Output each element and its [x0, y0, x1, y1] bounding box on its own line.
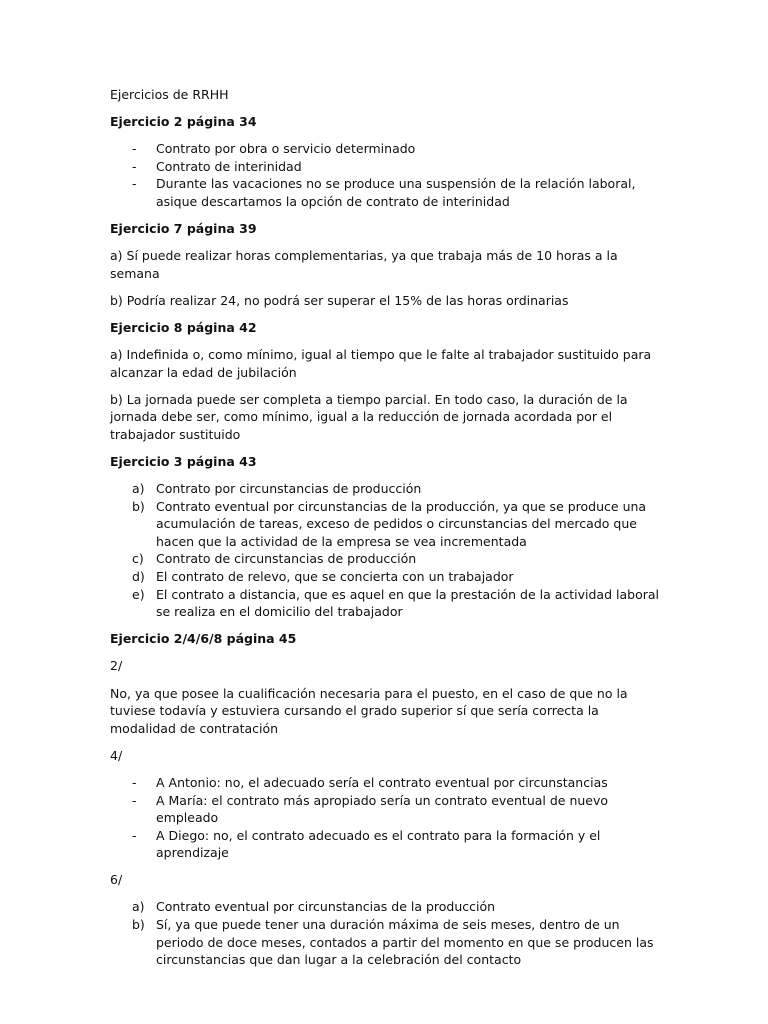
list-marker: - — [132, 176, 137, 192]
answer-paragraph: a) Sí puede realizar horas complementarias, ya que trabaja más de 10 horas a la semana — [110, 248, 618, 281]
list-marker: e) — [132, 586, 145, 602]
question-number: 4/ — [110, 747, 123, 763]
answer-list — [110, 140, 660, 210]
list-item-text: A María: el contrato más apropiado sería un contrato eventual de nuevo empleado — [156, 792, 609, 826]
list-item-text: A Antonio: no, el adecuado sería el contrato eventual por circunstancias — [156, 774, 608, 790]
list-item — [110, 498, 660, 551]
list-marker: - — [132, 827, 137, 843]
list-item — [110, 175, 660, 210]
answer-paragraph: No, ya que posee la cualificación necesaria para el puesto, en el caso de que no la tuviese todavía y estuviera cursando el grado superior sí que sería correcta la modalidad de contratación — [110, 685, 628, 736]
list-item-text: Sí, ya que puede tener una duración máxima de seis meses, dentro de un periodo de doce meses, contados a partir del momento en que se producen las circunstancias que dan lugar a la celebración del contacto — [156, 917, 654, 968]
list-marker: - — [132, 158, 137, 174]
list-item — [110, 898, 660, 916]
list-marker: b) — [132, 917, 145, 933]
list-item-text: Contrato eventual por circunstancias de la producción, ya que se produce una acumulación de tareas, exceso de pedidos o circunstancias del mercado que hacen que la actividad de la empresa se vea incrementada — [156, 498, 647, 549]
list-item-text: El contrato de relevo, que se concierta con un trabajador — [156, 569, 514, 585]
list-marker: c) — [132, 551, 144, 567]
list-marker: - — [132, 774, 137, 790]
question-number: 6/ — [110, 872, 123, 888]
answer-list — [110, 898, 660, 968]
list-item — [110, 792, 660, 827]
list-marker: a) — [132, 481, 145, 497]
heading-ejercicio-7-pagina-39: Ejercicio 7 página 39 — [110, 221, 257, 237]
list-marker: b) — [132, 498, 145, 514]
heading-ejercicio-2-4-6-8-pagina-45: Ejercicio 2/4/6/8 página 45 — [110, 631, 297, 647]
answer-paragraph: b) La jornada puede ser completa a tiempo parcial. En todo caso, la duración de la jornada debe ser, como mínimo, igual a la reducción de jornada acordada por el trabajador sustituido — [110, 391, 628, 442]
document-body — [110, 86, 660, 978]
list-item-text: El contrato a distancia, que es aquel en que la prestación de la actividad laboral se realiza en el domicilio del trabajador — [156, 586, 659, 620]
list-item-text: Contrato de interinidad — [156, 158, 302, 174]
list-item — [110, 550, 660, 568]
answer-list — [110, 480, 660, 621]
list-item — [110, 916, 660, 969]
answer-paragraph: a) Indefinida o, como mínimo, igual al tiempo que le falte al trabajador sustituido para alcanzar la edad de jubilación — [110, 347, 652, 380]
heading-ejercicio-8-pagina-42: Ejercicio 8 página 42 — [110, 319, 257, 335]
list-item-text: Contrato de circunstancias de producción — [156, 551, 417, 567]
list-marker: d) — [132, 569, 145, 585]
list-item-text: A Diego: no, el contrato adecuado es el contrato para la formación y el aprendizaje — [156, 827, 601, 861]
list-marker: a) — [132, 899, 145, 915]
list-item-text: Durante las vacaciones no se produce una suspensión de la relación laboral, asique descartamos la opción de contrato de interinidad — [156, 176, 636, 209]
list-item — [110, 158, 660, 176]
list-marker: - — [132, 141, 137, 157]
list-item — [110, 480, 660, 498]
list-item — [110, 827, 660, 862]
list-item — [110, 140, 660, 158]
answer-paragraph: b) Podría realizar 24, no podrá ser superar el 15% de las horas ordinarias — [110, 292, 569, 308]
heading-ejercicio-2-pagina-34: Ejercicio 2 página 34 — [110, 114, 257, 130]
answer-list — [110, 774, 660, 862]
document-title: Ejercicios de RRHH — [110, 87, 229, 102]
list-item-text: Contrato eventual por circunstancias de la producción — [156, 899, 496, 915]
list-item — [110, 568, 660, 586]
list-item-text: Contrato por obra o servicio determinado — [156, 141, 416, 157]
heading-ejercicio-3-pagina-43: Ejercicio 3 página 43 — [110, 454, 257, 469]
list-item-text: Contrato por circunstancias de producción — [156, 481, 422, 497]
question-number: 2/ — [110, 658, 123, 674]
list-item — [110, 586, 660, 621]
list-marker: - — [132, 792, 137, 808]
list-item — [110, 774, 660, 792]
